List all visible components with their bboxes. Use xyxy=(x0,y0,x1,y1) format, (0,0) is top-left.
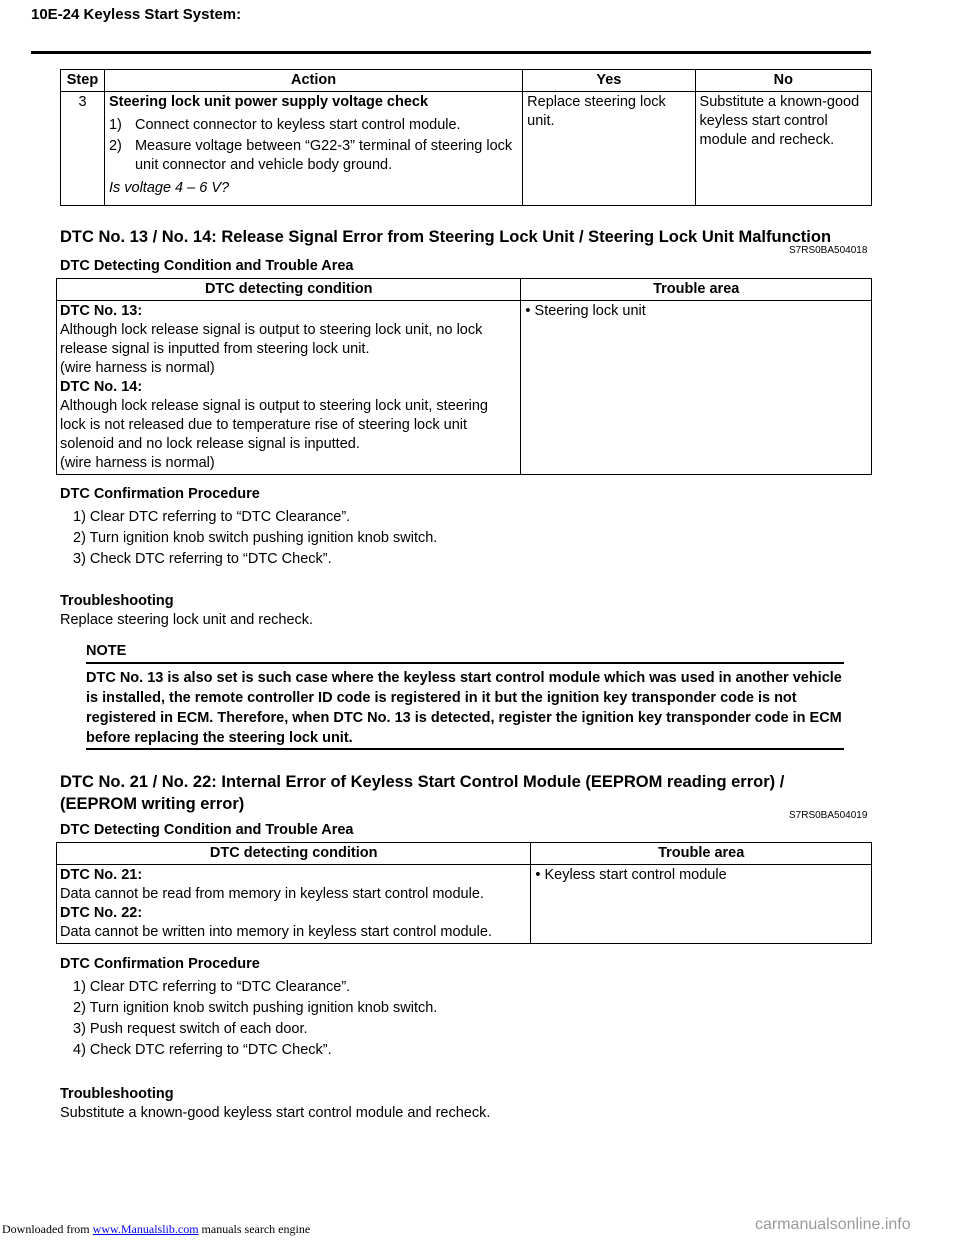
step-question: Is voltage 4 – 6 V? xyxy=(108,180,230,196)
note-label: NOTE xyxy=(86,643,127,659)
condition-table-header-row xyxy=(57,279,872,301)
section2-doc-id: S7RS0BA504019 xyxy=(789,810,868,821)
step-table-header-row xyxy=(61,70,872,92)
dtc-condition-text: Data cannot be written into memory in keyless start control module. xyxy=(60,924,492,940)
section1-trouble-heading: Troubleshooting xyxy=(60,593,174,609)
col-header-condition: DTC detecting condition xyxy=(57,279,521,301)
footer-download-notice xyxy=(2,1222,310,1237)
condition-table-1 xyxy=(56,278,872,475)
col-header-step: Step xyxy=(61,70,105,92)
substep-list xyxy=(109,116,518,175)
condition-cell xyxy=(57,865,531,944)
col-header-yes: Yes xyxy=(523,70,695,92)
step-yes-cell: Replace steering lock unit. xyxy=(523,92,695,206)
footer-suffix: manuals search engine xyxy=(198,1222,311,1236)
dtc-condition-note: (wire harness is normal) xyxy=(60,455,215,471)
step-no-cell: Substitute a known-good keyless start control module and recheck. xyxy=(695,92,871,206)
condition-table-2 xyxy=(56,842,872,944)
dtc-condition-text: Although lock release signal is output to steering lock unit, no lock release signal is inputted from steering lock unit. xyxy=(60,322,483,357)
dtc-label: DTC No. 14: xyxy=(60,379,143,395)
section1-confirm-steps xyxy=(73,509,437,572)
confirm-step: 3) Check DTC referring to “DTC Check”. xyxy=(73,551,332,567)
section2-title xyxy=(60,771,872,815)
note-top-rule xyxy=(86,662,844,664)
condition-cell xyxy=(57,301,521,475)
section1-confirm-heading: DTC Confirmation Procedure xyxy=(60,486,260,502)
watermark: carmanualsonline.info xyxy=(755,1216,911,1233)
dtc-condition-text: Although lock release signal is output to steering lock unit, steering lock is not released due to temperature rise of steering lock unit solenoid and no lock release signal is inputted. xyxy=(60,398,488,452)
section2-cond-heading: DTC Detecting Condition and Trouble Area xyxy=(60,822,354,838)
section1-trouble-text: Replace steering lock unit and recheck. xyxy=(60,612,314,628)
section2-confirm-steps xyxy=(73,979,437,1063)
col-header-trouble-area: Trouble area xyxy=(521,279,872,301)
step-action-cell xyxy=(104,92,522,206)
footer-link[interactable]: www.Manualslib.com xyxy=(92,1222,199,1236)
confirm-step: 1) Clear DTC referring to “DTC Clearance”. xyxy=(73,979,351,995)
col-header-no: No xyxy=(695,70,871,92)
confirm-step: 3) Push request switch of each door. xyxy=(73,1021,308,1037)
dtc-label: DTC No. 13: xyxy=(60,303,143,319)
footer-prefix: Downloaded from xyxy=(2,1222,93,1236)
section2-confirm-heading: DTC Confirmation Procedure xyxy=(60,956,260,972)
substep: 2) Measure voltage between “G22-3” terminal of steering lock unit connector and vehicle body ground. xyxy=(108,138,513,173)
note-text: DTC No. 13 is also set is such case where the keyless start control module which was used in another vehicle is installed, the remote controller ID code is registered in it but the ignition key transponder code is not registered in ECM. Therefore, when DTC No. 13 is detected, register the ignition key transponder code in ECM before replacing the steering lock unit. xyxy=(86,670,842,746)
step-action-title: Steering lock unit power supply voltage check xyxy=(108,94,429,110)
condition-table-header-row xyxy=(57,843,872,865)
section2-trouble-text: Substitute a known-good keyless start control module and recheck. xyxy=(60,1105,491,1121)
section1-doc-id: S7RS0BA504018 xyxy=(789,245,868,256)
dtc-condition-note: (wire harness is normal) xyxy=(60,360,215,376)
dtc-label: DTC No. 22: xyxy=(60,905,143,921)
step-table xyxy=(60,69,872,206)
confirm-step: 2) Turn ignition knob switch pushing ignition knob switch. xyxy=(73,1000,438,1016)
col-header-action: Action xyxy=(104,70,522,92)
section2-title-line1: DTC No. 21 / No. 22: Internal Error of Keyless Start Control Module (EEPROM reading error) / xyxy=(60,773,785,791)
step-row xyxy=(61,92,872,206)
confirm-step: 2) Turn ignition knob switch pushing ignition knob switch. xyxy=(73,530,438,546)
section2-trouble-heading: Troubleshooting xyxy=(60,1086,174,1102)
trouble-area-cell: • Steering lock unit xyxy=(521,301,872,475)
condition-row xyxy=(57,865,872,944)
condition-row xyxy=(57,301,872,475)
header-rule xyxy=(31,51,871,54)
section2-title-line2: (EEPROM writing error) xyxy=(60,795,245,813)
col-header-trouble-area: Trouble area xyxy=(531,843,872,865)
page-header-title: 10E-24 Keyless Start System: xyxy=(31,6,242,23)
section1-title: DTC No. 13 / No. 14: Release Signal Error from Steering Lock Unit / Steering Lock Unit Malfunction xyxy=(60,228,832,246)
trouble-area-cell: • Keyless start control module xyxy=(531,865,872,944)
confirm-step: 4) Check DTC referring to “DTC Check”. xyxy=(73,1042,332,1058)
substep: 1) Connect connector to keyless start control module. xyxy=(108,117,461,133)
section1-cond-heading: DTC Detecting Condition and Trouble Area xyxy=(60,258,354,274)
confirm-step: 1) Clear DTC referring to “DTC Clearance”. xyxy=(73,509,351,525)
col-header-condition: DTC detecting condition xyxy=(57,843,531,865)
note-bottom-rule xyxy=(86,748,844,750)
step-number: 3 xyxy=(61,92,105,206)
dtc-condition-text: Data cannot be read from memory in keyless start control module. xyxy=(60,886,484,902)
dtc-label: DTC No. 21: xyxy=(60,867,143,883)
